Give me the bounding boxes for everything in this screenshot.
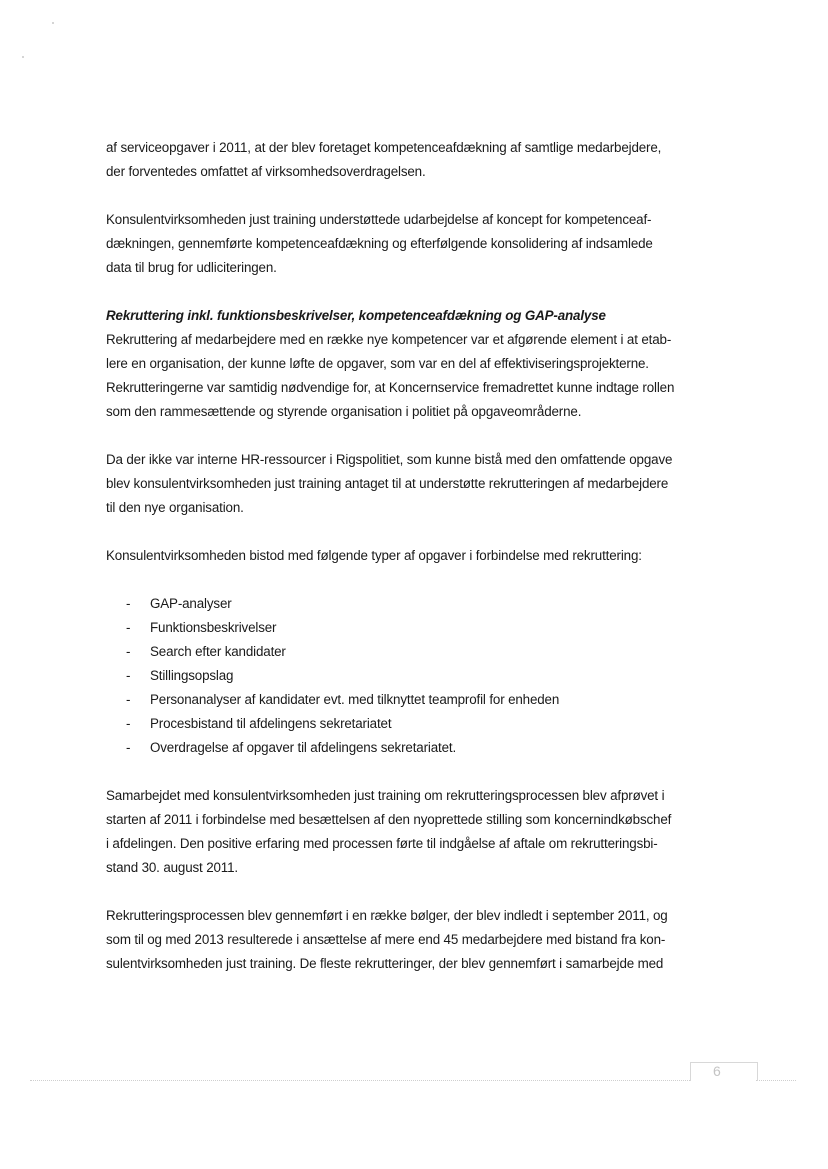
text-line: af serviceopgaver i 2011, at der blev foretaget kompetenceafdækning af samtlige medarbejdere, <box>106 140 662 155</box>
text-line: til den nye organisation. <box>106 500 244 515</box>
text-line: starten af 2011 i forbindelse med besættelsen af den nyoprettede stilling som koncernindkøbschef <box>106 812 672 827</box>
bullet-dash: - <box>126 740 131 755</box>
list-item <box>106 712 714 736</box>
list-item-text: Stillingsopslag <box>150 668 234 683</box>
bullet-dash: - <box>126 668 131 683</box>
paragraph-rekrutteringsprocessen <box>106 904 714 976</box>
text-line: Samarbejdet med konsulentvirksomheden just training om rekrutteringsprocessen blev afprøvet i <box>106 788 665 803</box>
paragraph-kompetenceafdaekning <box>106 208 714 280</box>
bullet-dash: - <box>126 596 131 611</box>
bullet-dash: - <box>126 692 131 707</box>
list-item-text: Personanalyser af kandidater evt. med tilknyttet teamprofil for enheden <box>150 692 560 707</box>
text-line: blev konsulentvirksomheden just training antaget til at understøtte rekrutteringen af medarbejdere <box>106 476 669 491</box>
list-item <box>106 664 714 688</box>
text-line: som til og med 2013 resulterede i ansættelse af mere end 45 medarbejdere med bistand fra kon- <box>106 932 666 947</box>
list-item-text: Search efter kandidater <box>150 644 286 659</box>
paragraph-samarbejde <box>106 784 714 880</box>
text-line: i afdelingen. Den positive erfaring med processen førte til indgåelse af aftale om rekrutteringsbi- <box>106 836 658 851</box>
text-line: Da der ikke var interne HR-ressourcer i Rigspolitiet, som kunne bistå med den omfattende opgave <box>106 452 673 467</box>
text-line: Rekrutteringsprocessen blev gennemført i en række bølger, der blev indledt i september 2011, og <box>106 908 668 923</box>
list-item-text: GAP-analyser <box>150 596 232 611</box>
document-page <box>106 136 714 1000</box>
list-item-text: Procesbistand til afdelingens sekretariatet <box>150 716 392 731</box>
list-item <box>106 688 714 712</box>
paragraph-serviceopgaver <box>106 136 714 184</box>
text-line: data til brug for udliciteringen. <box>106 260 277 275</box>
list-item <box>106 640 714 664</box>
text-line: Rekruttering af medarbejdere med en række nye kompetencer var et afgørende element i at etab- <box>106 332 672 347</box>
footer-divider <box>30 1080 690 1081</box>
scan-speck <box>22 56 24 58</box>
text-line: sulentvirksomheden just training. De fleste rekrutteringer, der blev gennemført i samarbejde med <box>106 956 664 971</box>
list-item-text: Funktionsbeskrivelser <box>150 620 277 635</box>
bullet-dash: - <box>126 644 131 659</box>
footer-divider <box>756 1080 796 1081</box>
list-item <box>106 592 714 616</box>
text-line: der forventedes omfattet af virksomhedsoverdragelsen. <box>106 164 426 179</box>
scan-speck <box>52 22 54 24</box>
text-line: som den rammesættende og styrende organisation i politiet på opgaveområderne. <box>106 404 582 419</box>
section-heading: Rekruttering inkl. funktionsbeskrivelser, kompetenceafdækning og GAP-analyse <box>106 308 606 323</box>
text-line: Konsulentvirksomheden just training understøttede udarbejdelse af koncept for kompetenceaf- <box>106 212 652 227</box>
text-line: dækningen, gennemførte kompetenceafdækning og efterfølgende konsolidering af indsamlede <box>106 236 653 251</box>
list-item-text: Overdragelse af opgaver til afdelingens sekretariatet. <box>150 740 457 755</box>
bullet-dash: - <box>126 716 131 731</box>
text-line: stand 30. august 2011. <box>106 860 238 875</box>
page-number-box <box>690 1062 758 1081</box>
task-list <box>106 592 714 760</box>
list-item <box>106 616 714 640</box>
page-number: 6 <box>713 1063 721 1079</box>
text-line: Rekrutteringerne var samtidig nødvendige for, at Koncernservice fremadrettet kunne indtage rollen <box>106 380 675 395</box>
list-item <box>106 736 714 760</box>
paragraph-hr-ressourcer <box>106 448 714 520</box>
section-rekruttering <box>106 304 714 424</box>
bullet-dash: - <box>126 620 131 635</box>
paragraph-opgavetyper-intro <box>106 544 714 568</box>
text-line: Konsulentvirksomheden bistod med følgende typer af opgaver i forbindelse med rekruttering: <box>106 548 642 563</box>
text-line: lere en organisation, der kunne løfte de opgaver, som var en del af effektiviseringsprojekterne. <box>106 356 649 371</box>
